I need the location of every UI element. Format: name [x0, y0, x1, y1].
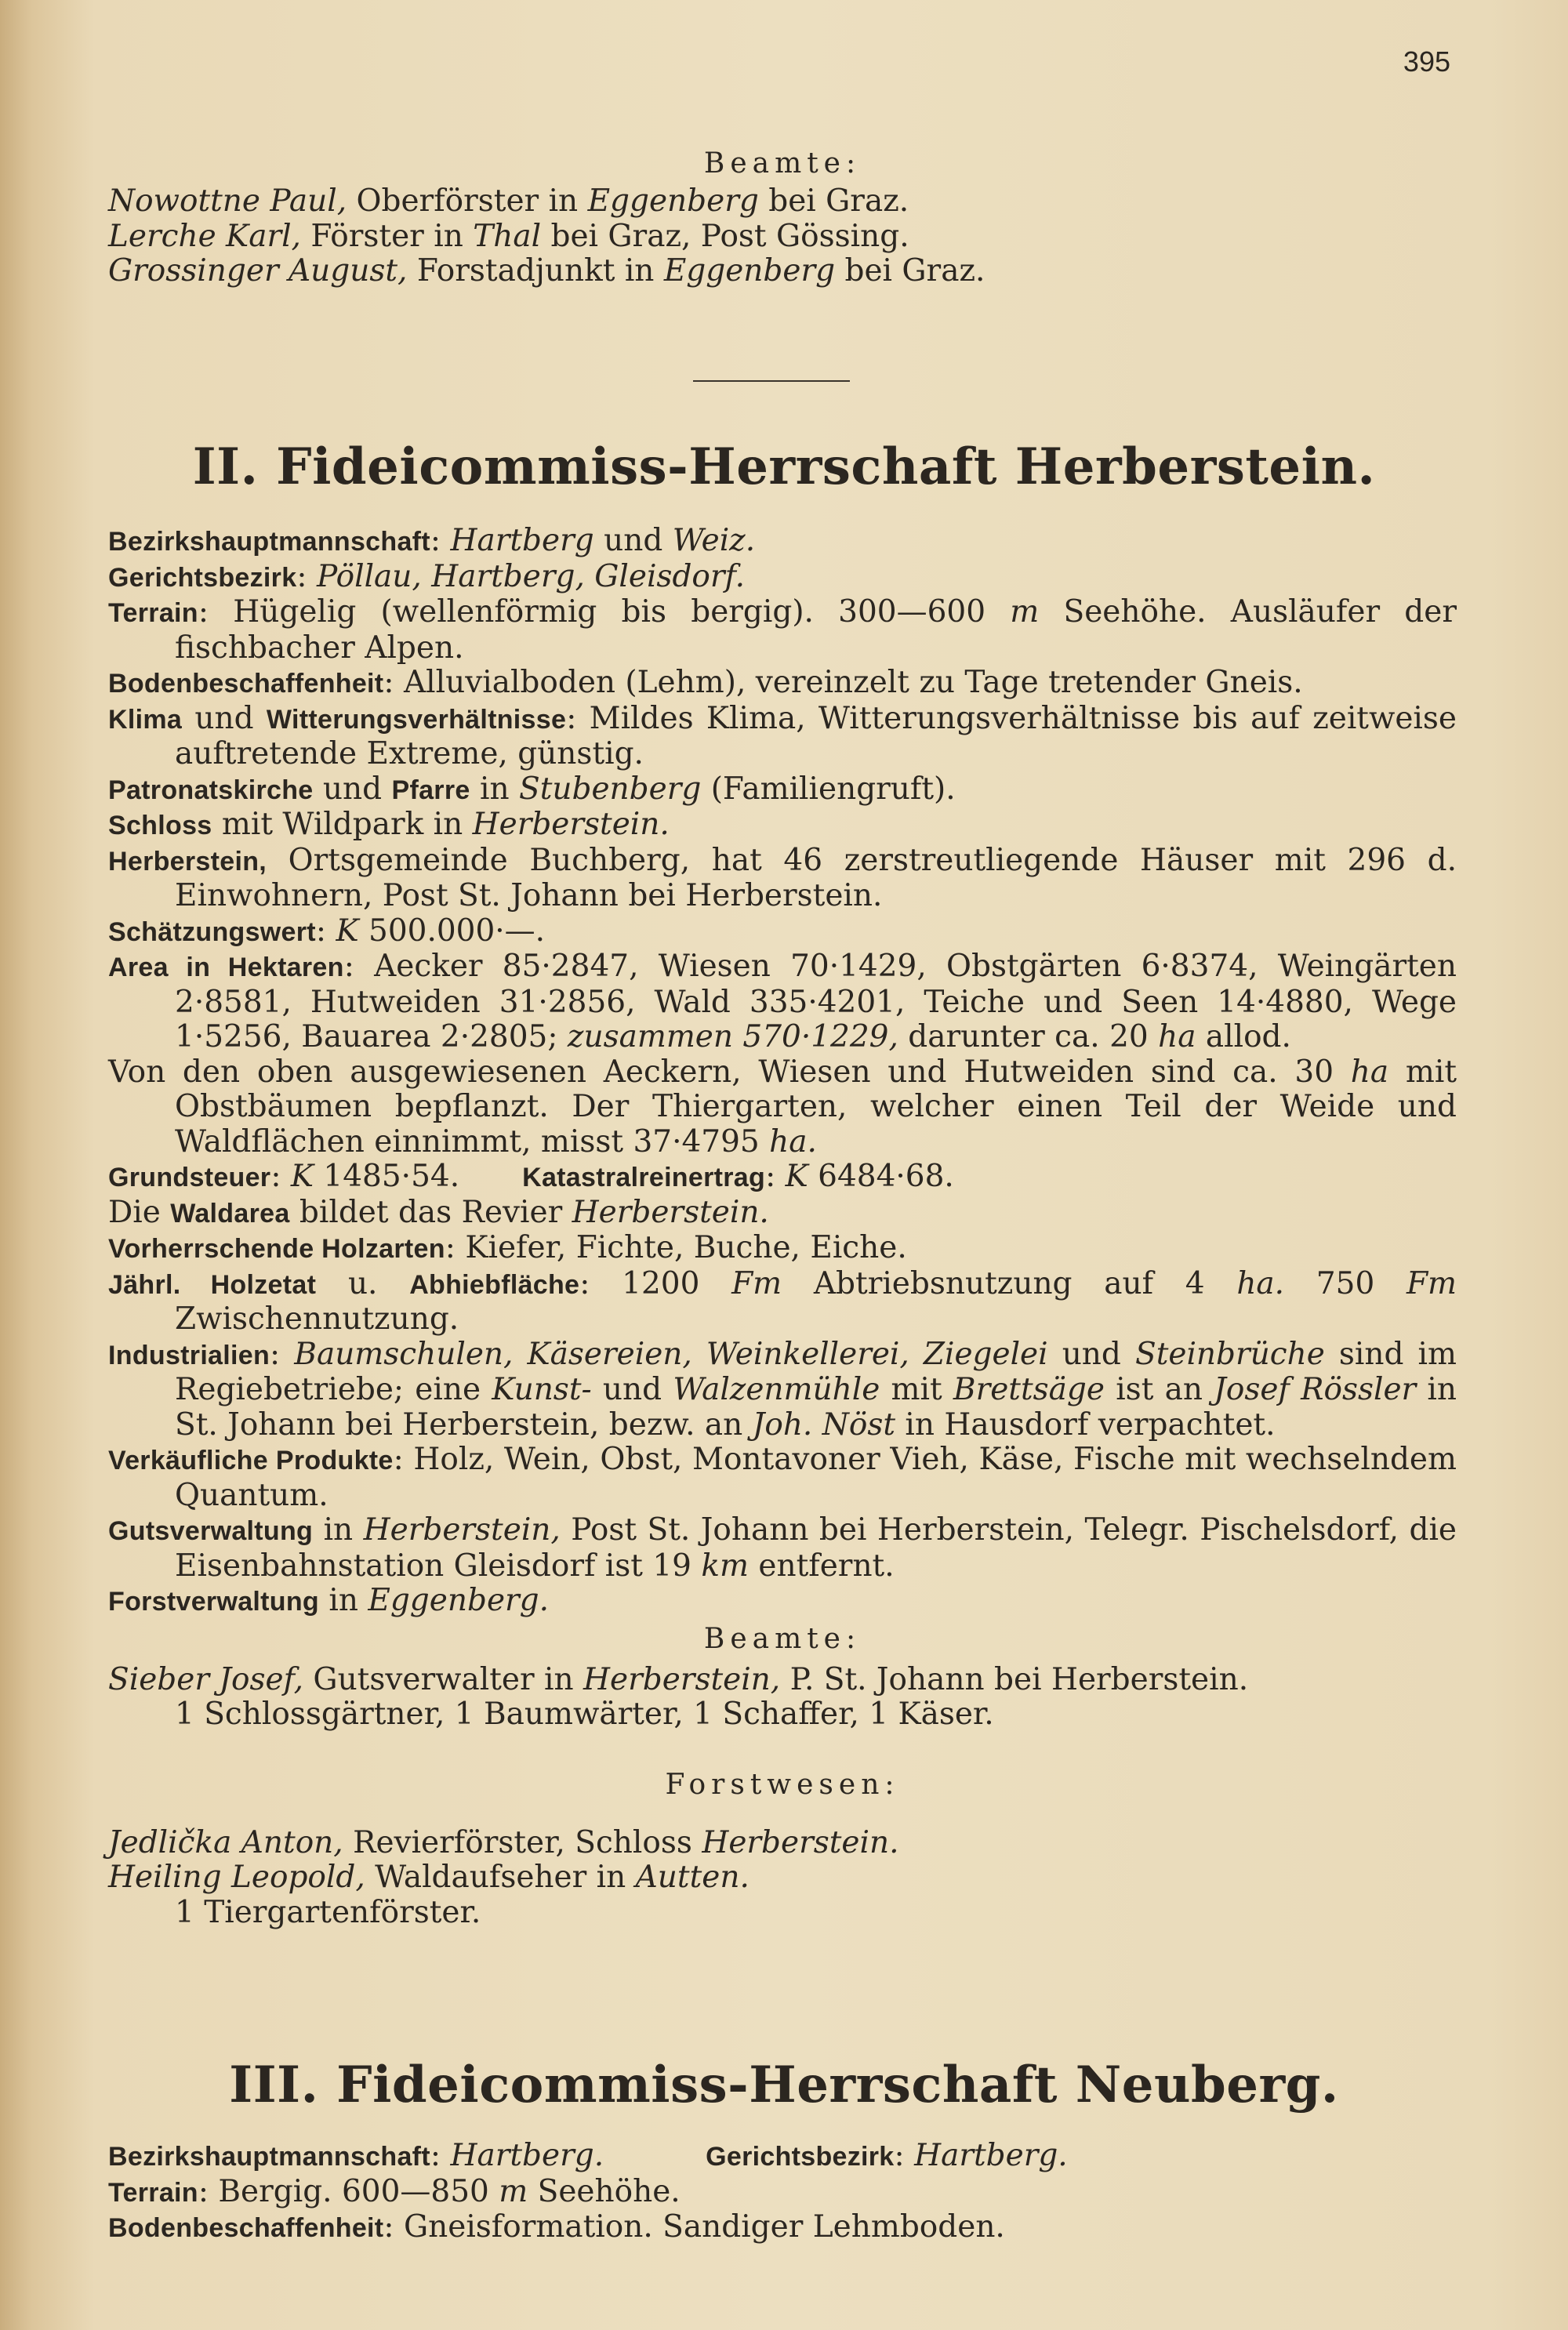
- terrain-line: Terrain: Hügelig (wellenförmig bis bergig). 300—600 m Seehöhe. Ausläufer der fischbacher Alpen.: [108, 594, 1457, 666]
- boden-line: Bodenbeschaffenheit: Alluvialboden (Lehm), vereinzelt zu Tage tretender Gneis.: [108, 665, 1303, 700]
- schloss-line: Schloss mit Wildpark in Herberstein.: [108, 807, 670, 842]
- forstwesen-heading: Forstwesen:: [665, 1768, 900, 1801]
- section-divider: [693, 380, 850, 382]
- obst-line: Von den oben ausgewiesenen Aeckern, Wiesen und Hutweiden sind ca. 30 ha mit Obstbäumen bepflanzt. Der Thiergarten, welcher einen Teil der Weide und Waldflächen einnimmt, misst 37·4795 ha.: [108, 1054, 1457, 1160]
- industrie-line: Industrialien: Baumschulen, Käsereien, Weinkellerei, Ziegelei und Steinbrüche sind im Regiebetriebe; eine Kunst- und Walzenmühle mit Brettsäge ist an Josef Rössler in St. Johann bei Herberstein, bezw. an Joh. Nöst in Hausdorf verpachtet.: [108, 1336, 1457, 1443]
- staff-line: Nowottne Paul, Oberförster in Eggenberg bei Graz.: [108, 183, 909, 219]
- gericht-line: Gerichtsbezirk: Pöllau, Hartberg, Gleisdorf.: [108, 558, 745, 594]
- section-title-herberstein: II. Fideicommiss-Herrschaft Herberstein.: [192, 437, 1376, 496]
- area-line: Area in Hektaren: Aecker 85·2847, Wiesen 70·1429, Obstgärten 6·8374, Weingärten 2·8581, Hutweiden 31·2856, Wald 335·4201, Teiche und Seen 14·4880, Wege 1·5256, Bauarea 2·2805; zusammen 570·1229, darunter ca. 20 ha allod.: [108, 949, 1457, 1054]
- staff-line: Lerche Karl, Förster in Thal bei Graz, Post Gössing.: [108, 218, 909, 254]
- beamte-heading: Beamte:: [703, 1622, 862, 1655]
- kirche-line: Patronatskirche und Pfarre in Stubenberg (Familiengruft).: [108, 771, 956, 807]
- boden-line: Bodenbeschaffenheit: Gneisformation. Sandiger Lehmboden.: [108, 2209, 1005, 2245]
- ortsgemeinde-line: Herberstein, Ortsgemeinde Buchberg, hat 46 zerstreutliegende Häuser mit 296 d. Einwohnern, Post St. Johann bei Herberstein.: [108, 842, 1457, 913]
- bezirk-gericht-line: Bezirkshauptmannschaft: Hartberg. Gerichtsbezirk: Hartberg.: [108, 2138, 1068, 2173]
- bezirk-line: Bezirkshauptmannschaft: Hartberg und Weiz.: [108, 523, 756, 558]
- produkte-line: Verkäufliche Produkte: Holz, Wein, Obst, Montavoner Vieh, Käse, Fische mit wechselndem Quantum.: [108, 1442, 1457, 1513]
- staff-extra-line: 1 Schlossgärtner, 1 Baumwärter, 1 Schaffer, 1 Käser.: [175, 1697, 994, 1732]
- staff-line: Grossinger August, Forstadjunkt in Eggenberg bei Graz.: [108, 253, 985, 289]
- staff-line: Heiling Leopold, Waldaufseher in Autten.: [108, 1860, 750, 1895]
- staff-heading: Beamte:: [703, 147, 862, 180]
- section-title-neuberg: III. Fideicommiss-Herrschaft Neuberg.: [229, 2056, 1339, 2114]
- staff-extra-line: 1 Tiergartenförster.: [175, 1894, 481, 1930]
- forstverwaltung-line: Forstverwaltung in Eggenberg.: [108, 1583, 550, 1618]
- terrain-line: Terrain: Bergig. 600—850 m Seehöhe.: [108, 2173, 681, 2209]
- staff-line: Sieber Josef, Gutsverwalter in Herberstein, P. St. Johann bei Herberstein.: [108, 1661, 1249, 1697]
- section-neuberg-body: [108, 2139, 1457, 2246]
- section-herberstein-body: [108, 524, 1457, 1930]
- top-staff-block: [108, 147, 1457, 289]
- steuer-line: Grundsteuer: K 1485·54. Katastralreinertrag: K 6484·68.: [108, 1159, 954, 1194]
- holzarten-line: Vorherrschende Holzarten: Kiefer, Fichte, Buche, Eiche.: [108, 1230, 907, 1265]
- schaetzung-line: Schätzungswert: K 500.000·—.: [108, 913, 546, 949]
- page-number: 395: [1403, 45, 1450, 78]
- revier-line: Die Waldarea bildet das Revier Herberstein.: [108, 1194, 769, 1230]
- gutsverwaltung-line: Gutsverwaltung in Herberstein, Post St. Johann bei Herberstein, Telegr. Pischelsdorf, die Eisenbahnstation Gleisdorf ist 19 km entfernt.: [108, 1512, 1457, 1584]
- klima-line: Klima und Witterungsverhältnisse: Mildes Klima, Witterungsverhältnisse bis auf zeitweise auftretende Extreme, günstig.: [108, 700, 1457, 771]
- holzetat-line: Jährl. Holzetat u. Abhiebfläche: 1200 Fm Abtriebsnutzung auf 4 ha. 750 Fm Zwischennutzung.: [108, 1265, 1457, 1337]
- staff-line: Jedlička Anton, Revierförster, Schloss Herberstein.: [108, 1824, 899, 1860]
